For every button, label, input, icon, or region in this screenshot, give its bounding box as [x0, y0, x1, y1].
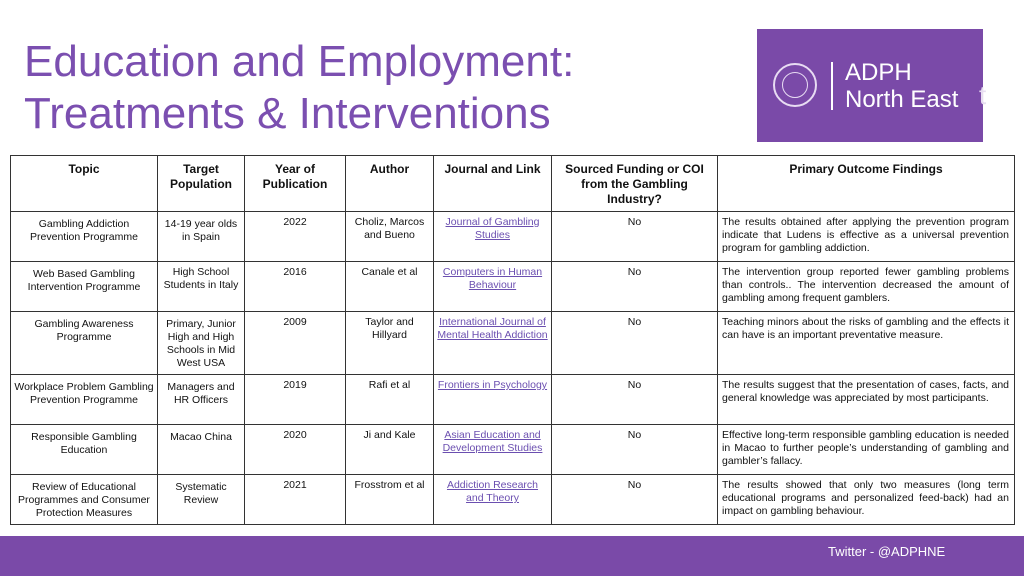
cell-finding: Effective long-term responsible gambling education is needed in Macao to further people’s understanding of gambling and gambler’s fallacy.: [718, 425, 1015, 475]
cell-population: 14-19 year olds in Spain: [158, 212, 245, 262]
cell-author: Canale et al: [346, 262, 434, 312]
cell-finding: Teaching minors about the risks of gambling and the effects it can have is an important preventative measure.: [718, 312, 1015, 375]
adph-logo: [757, 29, 983, 142]
cell-funding: No: [552, 212, 718, 262]
cell-population: Managers and HR Officers: [158, 375, 245, 425]
cell-finding: The results showed that only two measures (long term educational programs and personalized feed-back) had an impact on gambling behaviour.: [718, 475, 1015, 525]
cell-funding: No: [552, 312, 718, 375]
cell-population: Systematic Review: [158, 475, 245, 525]
header-topic: Topic: [11, 156, 158, 212]
header-funding: Sourced Funding or COI from the Gambling Industry?: [552, 156, 718, 212]
cell-author: Rafi et al: [346, 375, 434, 425]
cell-year: 2019: [245, 375, 346, 425]
cell-funding: No: [552, 375, 718, 425]
logo-line-1: ADPH: [845, 59, 912, 86]
journal-link[interactable]: International Journal of Mental Health Addiction: [437, 316, 548, 341]
page-title-line-2: Treatments & Interventions: [24, 89, 551, 138]
cell-population: High School Students in Italy: [158, 262, 245, 312]
table-row: [11, 475, 1015, 525]
cell-year: 2016: [245, 262, 346, 312]
studies-table: [10, 155, 1015, 525]
page-title-line-1: Education and Employment:: [24, 37, 575, 86]
cell-finding: The results suggest that the presentation of cases, facts, and general knowledge was appreciated by most participants.: [718, 375, 1015, 425]
header-journal: Journal and Link: [434, 156, 552, 212]
cell-topic: Workplace Problem Gambling Prevention Programme: [11, 375, 158, 425]
cell-population: Macao China: [158, 425, 245, 475]
table-row: [11, 212, 1015, 262]
logo-divider: [831, 62, 833, 110]
table-row: [11, 425, 1015, 475]
table-row: [11, 262, 1015, 312]
header-year: Year of Publication: [245, 156, 346, 212]
logo-text: [845, 59, 958, 113]
journal-link[interactable]: Computers in Human Behaviour: [442, 266, 543, 291]
header-target-population: Target Population: [158, 156, 245, 212]
cell-topic: Web Based Gambling Intervention Programme: [11, 262, 158, 312]
cell-year: 2021: [245, 475, 346, 525]
cell-journal: [434, 262, 552, 312]
journal-link[interactable]: Frontiers in Psychology: [437, 379, 548, 391]
header-author: Author: [346, 156, 434, 212]
cell-topic: Gambling Addiction Prevention Programme: [11, 212, 158, 262]
cell-author: Taylor and Hillyard: [346, 312, 434, 375]
cell-author: Choliz, Marcos and Bueno: [346, 212, 434, 262]
journal-link[interactable]: Journal of Gambling Studies: [445, 216, 540, 241]
table-row: [11, 312, 1015, 375]
logo-line-2: North East: [845, 86, 959, 113]
cell-journal: [434, 425, 552, 475]
cell-journal: [434, 475, 552, 525]
cell-year: 2020: [245, 425, 346, 475]
header-findings: Primary Outcome Findings: [718, 156, 1015, 212]
cell-author: Frosstrom et al: [346, 475, 434, 525]
cell-author: Ji and Kale: [346, 425, 434, 475]
cell-funding: No: [552, 425, 718, 475]
twitter-handle: Twitter - @ADPHNE: [828, 544, 946, 559]
cell-year: 2022: [245, 212, 346, 262]
page-title: [24, 36, 574, 140]
cell-topic: Gambling Awareness Programme: [11, 312, 158, 375]
cell-journal: [434, 375, 552, 425]
journal-link[interactable]: Addiction Research and Theory: [446, 479, 539, 504]
cell-year: 2009: [245, 312, 346, 375]
cell-finding: The results obtained after applying the prevention program indicate that Ludens is effective as a universal prevention program for gambling addiction.: [718, 212, 1015, 262]
cell-journal: [434, 312, 552, 375]
cell-journal: [434, 212, 552, 262]
journal-link[interactable]: Asian Education and Development Studies: [442, 429, 543, 454]
cell-topic: Review of Educational Programmes and Consumer Protection Measures: [11, 475, 158, 525]
cell-finding: The intervention group reported fewer gambling problems than controls.. The intervention decreased the amount of gambling among frequent gamblers.: [718, 262, 1015, 312]
cell-population: Primary, Junior High and High Schools in Mid West USA: [158, 312, 245, 375]
cell-funding: No: [552, 262, 718, 312]
seal-icon: [773, 63, 817, 107]
table-header-row: [11, 156, 1015, 212]
logo-trailing-glyph: t: [979, 80, 987, 110]
table-row: [11, 375, 1015, 425]
cell-funding: No: [552, 475, 718, 525]
cell-topic: Responsible Gambling Education: [11, 425, 158, 475]
